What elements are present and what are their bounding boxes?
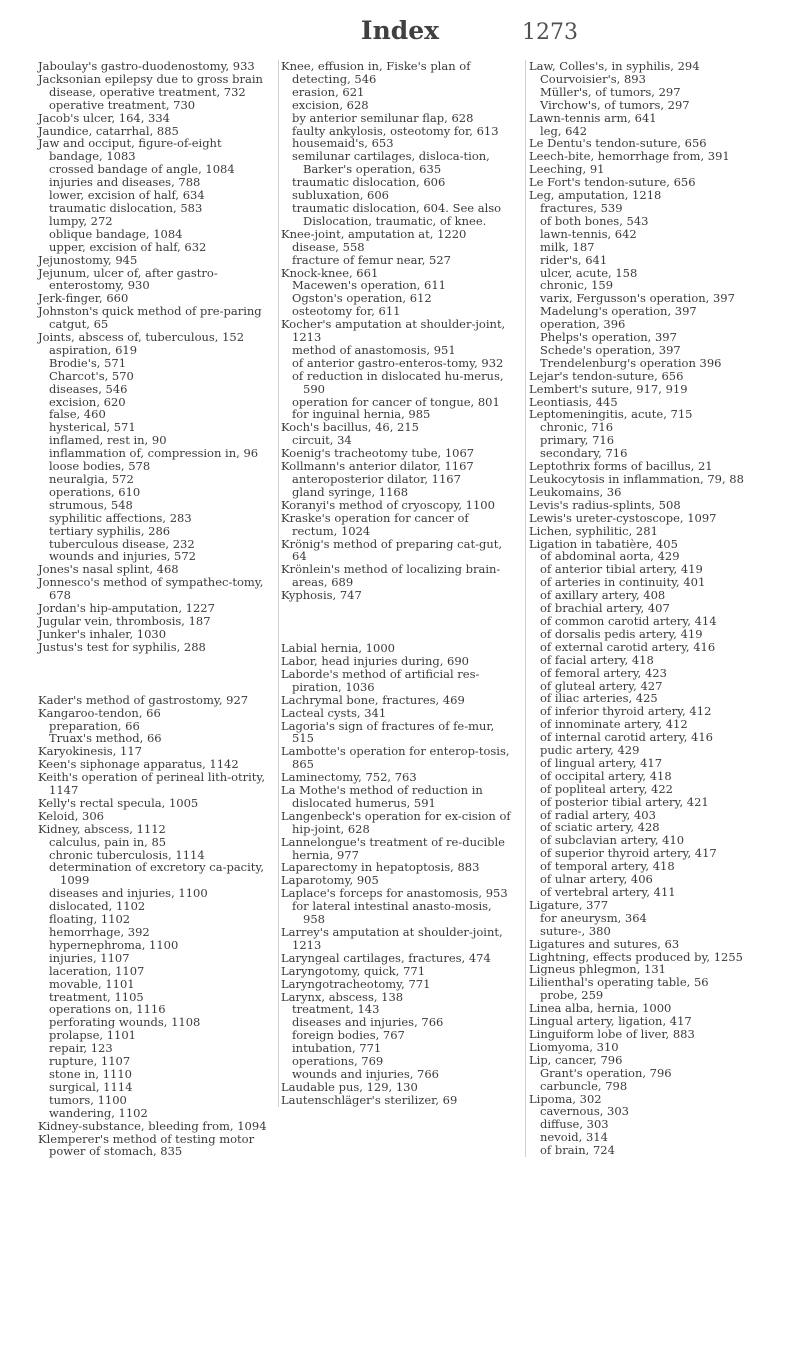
index-entry: Laryngeal cartilages, fractures, 474 xyxy=(281,950,491,965)
index-subentry: Müller's, of tumors, 297 xyxy=(540,84,681,99)
index-subentry: ulcer, acute, 158 xyxy=(540,265,638,280)
index-entry: Lewis's ureter-cystoscope, 1097 xyxy=(529,510,717,525)
index-column-2 xyxy=(278,60,517,1107)
index-subentry: treatment, 143 xyxy=(292,1002,380,1017)
index-subentry: of innominate artery, 412 xyxy=(540,717,688,732)
index-subentry: housemaid's, 653 xyxy=(292,136,394,151)
index-subentry: of vertebral artery, 411 xyxy=(540,885,676,899)
index-entry: La Mothe's method of reduction in dislocated humerus, 591 xyxy=(281,783,483,810)
index-entry: Laryngotracheotomy, 771 xyxy=(281,976,431,991)
index-subentry: of dorsalis pedis artery, 419 xyxy=(540,626,703,641)
index-entry: Koranyi's method of cryoscopy, 1100 xyxy=(281,497,495,512)
index-entry: Koenig's tracheotomy tube, 1067 xyxy=(281,446,475,461)
index-subentry: diseases and injuries, 1100 xyxy=(49,886,208,901)
index-subentry: of arteries in continuity, 401 xyxy=(540,575,706,590)
index-entry: Jaundice, catarrhal, 885 xyxy=(38,123,179,138)
index-entry: Jaboulay's gastro-duodenostomy, 933 xyxy=(38,59,255,73)
index-entry: Knee-joint, amputation at, 1220 xyxy=(281,226,467,241)
index-subentry: calculus, pain in, 85 xyxy=(49,834,167,849)
letter-section-gap xyxy=(38,665,270,682)
index-subentry: cavernous, 303 xyxy=(540,1104,629,1119)
index-entry: Langenbeck's operation for ex-cision of hip-joint, 628 xyxy=(281,808,511,836)
index-entry: Ligature, 377 xyxy=(529,897,609,912)
index-entry: Jacob's ulcer, 164, 334 xyxy=(38,110,170,125)
index-subentry: chronic tuberculosis, 1114 xyxy=(49,847,205,862)
index-subentry: movable, 1101 xyxy=(49,976,135,991)
index-subentry: hypernephroma, 1100 xyxy=(49,937,179,952)
index-entry: Lannelongue's treatment of re-ducible hernia, 977 xyxy=(281,834,505,862)
index-subentry: operations, 610 xyxy=(49,484,141,499)
index-subentry: tuberculous disease, 232 xyxy=(49,536,195,551)
index-subentry: floating, 1102 xyxy=(49,912,131,927)
index-subentry: laceration, 1107 xyxy=(49,963,145,978)
index-subentry: of subclavian artery, 410 xyxy=(540,833,685,848)
index-subentry: of femoral artery, 423 xyxy=(540,665,667,680)
index-entry: Leukomains, 36 xyxy=(529,484,622,499)
page-header xyxy=(0,8,800,48)
index-entry: Leg, amputation, 1218 xyxy=(529,188,662,203)
index-subentry: for lateral intestinal anasto-mosis, 958 xyxy=(292,899,492,927)
index-entry: Knock-knee, 661 xyxy=(281,265,379,280)
index-entry: Lambotte's operation for enterop-tosis, 865 xyxy=(281,744,510,772)
index-entry: Jerk-finger, 660 xyxy=(38,291,129,306)
index-subentry: Virchow's, of tumors, 297 xyxy=(540,97,690,112)
index-entry: Krönig's method of preparing cat-gut, 64 xyxy=(281,536,503,564)
index-subentry: of radial artery, 403 xyxy=(540,807,656,822)
index-subentry: of reduction in dislocated hu-merus, 590 xyxy=(292,368,504,396)
page-number: 1273 xyxy=(522,20,578,45)
index-subentry: of anterior tibial artery, 419 xyxy=(540,562,703,577)
index-subentry: diffuse, 303 xyxy=(540,1117,609,1132)
index-subentry: tertiary syphilis, 286 xyxy=(49,523,171,538)
index-entry: Krönlein's method of localizing brain-areas, 689 xyxy=(281,562,501,590)
index-entry: Jaw and occiput, figure-of-eight bandage, 1083 xyxy=(38,136,222,164)
index-subentry: subluxation, 606 xyxy=(292,188,389,203)
index-subentry: gland syringe, 1168 xyxy=(292,484,409,499)
index-subentry: fracture of femur near, 527 xyxy=(292,252,451,267)
index-subentry: intubation, 771 xyxy=(292,1041,382,1056)
index-subentry: milk, 187 xyxy=(540,239,595,254)
index-subentry: of occipital artery, 418 xyxy=(540,768,672,783)
index-subentry: perforating wounds, 1108 xyxy=(49,1015,201,1030)
index-subentry: stone in, 1110 xyxy=(49,1066,132,1081)
index-entry: Levis's radius-splints, 508 xyxy=(529,497,681,512)
index-subentry: lawn-tennis, 642 xyxy=(540,226,637,241)
index-subentry: chronic, 159 xyxy=(540,278,614,293)
index-entry: Lingual artery, ligation, 417 xyxy=(529,1014,692,1029)
index-subentry: operation, 396 xyxy=(540,317,626,332)
index-entry: Leech-bite, hemorrhage from, 391 xyxy=(529,149,730,164)
index-entry: Ligneus phlegmon, 131 xyxy=(529,962,666,977)
index-entry: Keloid, 306 xyxy=(38,808,104,823)
index-subentry: Grant's operation, 796 xyxy=(540,1065,672,1080)
index-subentry: surgical, 1114 xyxy=(49,1079,133,1094)
index-subentry: traumatic dislocation, 606 xyxy=(292,175,446,190)
index-subentry: faulty ankylosis, osteotomy for, 613 xyxy=(292,123,499,138)
index-subentry: of popliteal artery, 422 xyxy=(540,781,673,796)
index-subentry: lumpy, 272 xyxy=(49,213,113,228)
index-entry: Lichen, syphilitic, 281 xyxy=(529,523,658,538)
index-subentry: fractures, 539 xyxy=(540,200,623,215)
index-subentry: tumors, 1100 xyxy=(49,1092,127,1107)
index-subentry: Charcot's, 570 xyxy=(49,368,134,383)
index-entry: Lilienthal's operating table, 56 xyxy=(529,975,709,990)
index-entry: Lawn-tennis arm, 641 xyxy=(529,110,657,125)
index-entry: Kader's method of gastrostomy, 927 xyxy=(38,692,249,707)
index-entry: Keen's siphonage apparatus, 1142 xyxy=(38,757,239,772)
index-subentry: prolapse, 1101 xyxy=(49,1028,136,1043)
index-entry: Law, Colles's, in syphilis, 294 xyxy=(529,59,700,73)
index-subentry: injuries and diseases, 788 xyxy=(49,175,201,190)
index-subentry: wounds and injuries, 572 xyxy=(49,549,196,564)
index-entry: Linea alba, hernia, 1000 xyxy=(529,1001,672,1016)
index-entry: Kelly's rectal specula, 1005 xyxy=(38,795,199,810)
index-entry: Jacksonian epilepsy due to gross brain disease, operative treatment, 732 xyxy=(38,71,263,99)
index-subentry: false, 460 xyxy=(49,407,106,422)
index-subentry: secondary, 716 xyxy=(540,446,628,461)
index-entry: Lipoma, 302 xyxy=(529,1091,602,1106)
index-subentry: for inguinal hernia, 985 xyxy=(292,407,431,422)
index-subentry: disease, 558 xyxy=(292,239,365,254)
index-entry: Kollmann's anterior dilator, 1167 xyxy=(281,459,474,474)
index-entry: Johnston's quick method of pre-paring catgut, 65 xyxy=(38,304,262,332)
index-entry: Laryngotomy, quick, 771 xyxy=(281,963,426,978)
index-subentry: of external carotid artery, 416 xyxy=(540,639,716,654)
index-entry: Keith's operation of perineal lith-otrity, 1147 xyxy=(38,770,266,798)
index-subentry: of temporal artery, 418 xyxy=(540,859,675,874)
index-subentry: determination of excretory ca-pacity, 1099 xyxy=(49,860,265,888)
index-entry: Kyphosis, 747 xyxy=(281,588,362,603)
index-entry: Laminectomy, 752, 763 xyxy=(281,770,417,785)
index-subentry: of sciatic artery, 428 xyxy=(540,820,660,835)
index-entry: Leontiasis, 445 xyxy=(529,394,618,409)
index-subentry: wounds and injuries, 766 xyxy=(292,1066,439,1081)
index-entry: Ligation in tabatière, 405 xyxy=(529,536,678,551)
index-subentry: operative treatment, 730 xyxy=(49,97,196,112)
index-subentry: inflamed, rest in, 90 xyxy=(49,433,167,448)
index-subentry: of common carotid artery, 414 xyxy=(540,613,717,628)
index-entry: Joints, abscess of, tuberculous, 152 xyxy=(38,330,245,345)
index-subentry: foreign bodies, 767 xyxy=(292,1028,405,1043)
index-subentry: leg, 642 xyxy=(540,123,588,138)
index-entry: Justus's test for syphilis, 288 xyxy=(38,639,206,654)
index-subentry: oblique bandage, 1084 xyxy=(49,226,183,241)
index-entry: Jugular vein, thrombosis, 187 xyxy=(38,613,211,628)
index-subentry: of brachial artery, 407 xyxy=(540,601,670,616)
index-subentry: of anterior gastro-enteros-tomy, 932 xyxy=(292,355,504,370)
index-subentry: of both bones, 543 xyxy=(540,213,649,228)
page-title: Index xyxy=(360,16,440,45)
index-subentry: for aneurysm, 364 xyxy=(540,910,647,925)
index-subentry: operation for cancer of tongue, 801 xyxy=(292,394,500,409)
index-subentry: hemorrhage, 392 xyxy=(49,925,150,939)
index-subentry: operations, 769 xyxy=(292,1054,384,1069)
index-entry: Ligatures and sutures, 63 xyxy=(529,936,680,951)
index-subentry: aspiration, 619 xyxy=(49,342,138,357)
index-entry: Lightning, effects produced by, 1255 xyxy=(529,949,743,964)
index-subentry: Courvoisier's, 893 xyxy=(540,71,646,86)
index-entry: Lautenschläger's sterilizer, 69 xyxy=(281,1092,458,1107)
index-subentry: hysterical, 571 xyxy=(49,420,136,435)
index-subentry: anteroposterior dilator, 1167 xyxy=(292,472,461,486)
index-entry: Karyokinesis, 117 xyxy=(38,744,142,759)
index-entry: Kidney, abscess, 1112 xyxy=(38,821,166,836)
index-subentry: strumous, 548 xyxy=(49,497,133,512)
index-subentry: diseases, 546 xyxy=(49,381,128,396)
index-subentry: erasion, 621 xyxy=(292,84,365,99)
index-subentry: of superior thyroid artery, 417 xyxy=(540,846,717,861)
index-entry: Klemperer's method of testing motor power of stomach, 835 xyxy=(38,1131,255,1159)
index-entry: Larrey's amputation at shoulder-joint, 1213 xyxy=(281,925,503,952)
index-subentry: syphilitic affections, 283 xyxy=(49,510,192,525)
index-subentry: rider's, 641 xyxy=(540,252,608,267)
index-subentry: rupture, 1107 xyxy=(49,1054,131,1069)
index-subentry: Brodie's, 571 xyxy=(49,355,127,370)
index-entry: Leukocytosis in inflammation, 79, 88 xyxy=(529,472,744,486)
index-subentry: circuit, 34 xyxy=(292,433,352,448)
index-entry: Lagoria's sign of fractures of fe-mur, 515 xyxy=(281,718,495,746)
index-subentry: of iliac arteries, 425 xyxy=(540,691,658,706)
index-subentry: diseases and injuries, 766 xyxy=(292,1015,444,1030)
index-subentry: suture-, 380 xyxy=(540,923,611,938)
index-subentry: of internal carotid artery, 416 xyxy=(540,730,713,745)
index-subentry: Truax's method, 66 xyxy=(49,731,162,746)
index-entry: Kidney-substance, bleeding from, 1094 xyxy=(38,1118,267,1133)
index-entry: Kraske's operation for cancer of rectum, 1024 xyxy=(281,510,469,538)
index-column-1 xyxy=(38,60,270,1158)
index-subentry: operations on, 1116 xyxy=(49,1002,166,1017)
index-subentry: inflammation of, compression in, 96 xyxy=(49,446,259,461)
index-subentry: osteotomy for, 611 xyxy=(292,304,401,319)
index-subentry: Schede's operation, 397 xyxy=(540,342,681,357)
index-subentry: crossed bandage of angle, 1084 xyxy=(49,162,235,177)
index-entry: Lembert's suture, 917, 919 xyxy=(529,381,688,396)
index-entry: Larynx, abscess, 138 xyxy=(281,989,404,1004)
index-subentry: traumatic dislocation, 604. See also Dislocation, traumatic, of knee. xyxy=(292,200,502,228)
index-subentry: varix, Fergusson's operation, 397 xyxy=(540,291,735,306)
index-subentry: loose bodies, 578 xyxy=(49,459,151,474)
index-subentry: chronic, 716 xyxy=(540,420,614,435)
index-entry: Laudable pus, 129, 130 xyxy=(281,1079,418,1094)
index-entry: Liomyoma, 310 xyxy=(529,1039,619,1054)
index-subentry: excision, 620 xyxy=(49,394,126,409)
index-subentry: by anterior semilunar flap, 628 xyxy=(292,110,474,125)
index-subentry: of ulnar artery, 406 xyxy=(540,872,653,887)
index-subentry: upper, excision of half, 632 xyxy=(49,239,207,254)
index-subentry: of gluteal artery, 427 xyxy=(540,678,663,693)
index-subentry: pudic artery, 429 xyxy=(540,743,640,758)
index-subentry: lower, excision of half, 634 xyxy=(49,188,205,203)
index-entry: Kangaroo-tendon, 66 xyxy=(38,705,161,720)
index-subentry: of facial artery, 418 xyxy=(540,652,654,667)
index-entry: Jejunum, ulcer of, after gastro-enterostomy, 930 xyxy=(38,265,218,293)
index-subentry: method of anastomosis, 951 xyxy=(292,342,456,357)
index-entry: Lejar's tendon-suture, 656 xyxy=(529,368,684,383)
index-entry: Jejunostomy, 945 xyxy=(38,252,138,267)
index-entry: Lachrymal bone, fractures, 469 xyxy=(281,692,465,707)
index-entry: Laparotomy, 905 xyxy=(281,873,379,888)
index-subentry: of posterior tibial artery, 421 xyxy=(540,794,709,809)
index-entry: Jones's nasal splint, 468 xyxy=(38,562,179,577)
index-entry: Laparectomy in hepatoptosis, 883 xyxy=(281,860,480,875)
index-entry: Leptothrix forms of bacillus, 21 xyxy=(529,459,713,474)
index-subentry: wandering, 1102 xyxy=(49,1105,148,1120)
index-subentry: of abdominal aorta, 429 xyxy=(540,549,680,564)
index-entry: Linguiform lobe of liver, 883 xyxy=(529,1026,695,1041)
index-entry: Junker's inhaler, 1030 xyxy=(38,626,167,641)
index-subentry: carbuncle, 798 xyxy=(540,1078,628,1093)
index-subentry: of axillary artery, 408 xyxy=(540,588,666,603)
index-subentry: semilunar cartilages, disloca-tion, Barker's operation, 635 xyxy=(292,149,490,177)
index-entry: Laplace's forceps for anastomosis, 953 xyxy=(281,886,508,901)
index-entry: Kocher's amputation at shoulder-joint, 1213 xyxy=(281,317,506,345)
index-entry: Knee, effusion in, Fiske's plan of detecting, 546 xyxy=(281,59,471,86)
index-entry: Leeching, 91 xyxy=(529,162,605,177)
index-entry: Le Fort's tendon-suture, 656 xyxy=(529,175,696,190)
index-subentry: primary, 716 xyxy=(540,433,615,448)
index-entry: Jonnesco's method of sympathec-tomy, 678 xyxy=(38,575,264,603)
index-entry: Labor, head injuries during, 690 xyxy=(281,653,469,668)
letter-section-gap xyxy=(281,614,517,631)
index-subentry: Trendelenburg's operation 396 xyxy=(540,355,722,370)
index-entry: Jordan's hip-amputation, 1227 xyxy=(38,601,215,616)
index-subentry: Ogston's operation, 612 xyxy=(292,291,432,306)
index-subentry: Phelps's operation, 397 xyxy=(540,330,677,345)
index-entry: Labial hernia, 1000 xyxy=(281,641,395,656)
index-subentry: probe, 259 xyxy=(540,988,604,1003)
index-subentry: Macewen's operation, 611 xyxy=(292,278,446,293)
index-subentry: of inferior thyroid artery, 412 xyxy=(540,704,712,719)
index-column-3 xyxy=(525,60,779,1157)
index-entry: Laborde's method of artificial res-piration, 1036 xyxy=(281,666,480,694)
index-entry: Koch's bacillus, 46, 215 xyxy=(281,420,419,435)
index-subentry: treatment, 1105 xyxy=(49,989,144,1004)
index-subentry: dislocated, 1102 xyxy=(49,899,146,914)
index-subentry: excision, 628 xyxy=(292,97,369,112)
index-subentry: of lingual artery, 417 xyxy=(540,755,663,770)
index-entry: Le Dentu's tendon-suture, 656 xyxy=(529,136,707,151)
index-subentry: repair, 123 xyxy=(49,1041,113,1056)
index-entry: Lip, cancer, 796 xyxy=(529,1052,623,1067)
index-subentry: nevoid, 314 xyxy=(540,1130,608,1145)
index-entry: Leptomeningitis, acute, 715 xyxy=(529,407,693,422)
index-subentry: preparation, 66 xyxy=(49,718,140,733)
index-entry: Lacteal cysts, 341 xyxy=(281,705,387,720)
index-subentry: neuralgia, 572 xyxy=(49,472,134,486)
index-subentry: injuries, 1107 xyxy=(49,950,130,965)
index-subentry: of brain, 724 xyxy=(540,1143,615,1158)
index-subentry: Madelung's operation, 397 xyxy=(540,304,697,319)
index-subentry: traumatic dislocation, 583 xyxy=(49,200,203,215)
